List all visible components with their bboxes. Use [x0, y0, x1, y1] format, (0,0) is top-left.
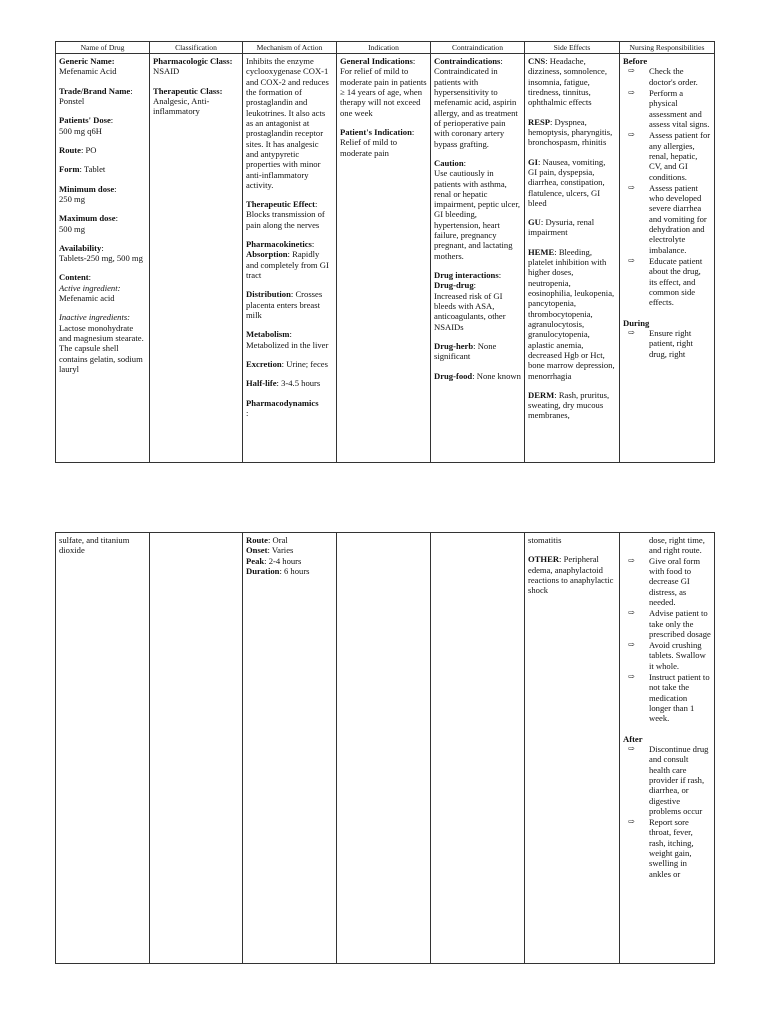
list-item: ⇨ Check the doctor's order.: [628, 66, 698, 87]
side-effects-cell: CNS: Headache, dizziness, somnolence, insomnia, fatigue, tiredness, tinnitus, ophthalmic effects RESP: Dyspnea, hemoptysis, pharyngitis, bronchospasm, rhinitis GI: Nausea, vomiting, GI pain, dyspepsia, diarrhea, constipation, flatulence, ulcers, GI bleed GU: Dysuria, renal impairment HEME: Bleeding, platelet inhibition with higher doses, neutropenia, eosinophilia, leukopenia, pancytopenia, thrombocytopenia, agranulocytosis, granulocytopenia, aplastic anemia, decreased Hgb or Hct, bone marrow depression, menorrhagia DERM: Rash, pruritus, sweating, dry mucous membranes,: [525, 54, 620, 463]
list-item: ⇨ Ensure right patient, right drug, right: [628, 327, 693, 359]
header-mechanism: Mechanism of Action: [243, 42, 337, 54]
drug-name-cell: Generic Name: Mefenamic Acid Trade/Brand Name: Ponstel Patients' Dose: 500 mg q6H Route: PO Form: Tablet Minimum dose: 250 mg Maximum dose: 500 mg Availability: Tablets-250 mg, 500 mg Content: Active ingredient: Mefenamic acid Inactive ingredients: Lactose monohydrate and magnesium stearate. The capsule shell contains gelatin, sodium lauryl: [56, 54, 150, 463]
list-item: ⇨ Advise patient to take only the prescribed dosage: [628, 608, 711, 639]
arrow-icon: ⇨: [628, 640, 635, 650]
nursing-cont-cell: dose, right time, and right route. ⇨ Give oral form with food to decrease GI distress, as needed. ⇨ Advise patient to take only the prescribed dosage ⇨ Avoid crushing tablets. Swallow it whole. ⇨ Instruct patient to not take the medication longer than 1 week. After ⇨ Discontinue drug and consult health care provider if rash, diarrhea, or digestive problems occur ⇨ Report sore throat, fever, rash, itching, weight gain, swelling in ankles or: [620, 533, 715, 964]
arrow-icon: ⇨: [628, 672, 635, 682]
continuation-row: [56, 533, 715, 964]
list-item: ⇨ Assess patient for any allergies, renal, hepatic, CV, and GI conditions.: [628, 130, 711, 182]
drug-row: [56, 54, 715, 463]
arrow-icon: ⇨: [628, 817, 635, 827]
header-contraindication: Contraindication: [431, 42, 525, 54]
before-list: [623, 66, 711, 307]
arrow-icon: ⇨: [628, 182, 635, 192]
contraindication-cont-cell: [431, 533, 525, 964]
arrow-icon: ⇨: [628, 555, 635, 565]
arrow-icon: ⇨: [628, 743, 635, 753]
list-item: ⇨ Assess patient who developed severe diarrhea and vomiting for dehydration and electrolyte imbalance.: [628, 182, 707, 255]
list-item: ⇨ Instruct patient to not take the medication longer than 1 week.: [628, 672, 710, 724]
nursing-cell: Before ⇨ Check the doctor's order. ⇨ Perform a physical assessment and assess vital signs. ⇨ Assess patient for any allergies, renal, hepatic, CV, and GI conditions. ⇨ Assess patient who developed severe diarrhea and vomiting for dehydration and electrolyte imbalance. ⇨ Educate patient about the drug, its effect, and common side effects. During ⇨ Ensure right patient, right drug, right: [620, 54, 715, 463]
arrow-icon: ⇨: [628, 130, 635, 140]
list-item: ⇨ Give oral form with food to decrease GI distress, as needed.: [628, 555, 701, 607]
list-item: ⇨ Perform a physical assessment and assess vital signs.: [628, 88, 710, 129]
header-indication: Indication: [337, 42, 431, 54]
list-item: ⇨ Discontinue drug and consult health care provider if rash, diarrhea, or digestive problems occur: [628, 743, 709, 816]
mechanism-cont-cell: Route: Oral Onset: Varies Peak: 2-4 hours Duration: 6 hours: [243, 533, 337, 964]
classification-cont-cell: [150, 533, 243, 964]
after-list: [623, 744, 711, 879]
arrow-icon: ⇨: [628, 66, 635, 76]
drug-study-table-part-1: [55, 41, 715, 463]
indication-cell: General Indications: For relief of mild to moderate pain in patients ≥ 14 years of age, when therapy will not exceed one week Patient's Indication: Relief of mild to moderate pain: [337, 54, 431, 463]
arrow-icon: ⇨: [628, 88, 635, 98]
header-side-effects: Side Effects: [525, 42, 620, 54]
list-item: ⇨ Avoid crushing tablets. Swallow it whole.: [628, 640, 706, 671]
arrow-icon: ⇨: [628, 327, 635, 337]
drug-study-table-part-2: [55, 532, 715, 964]
arrow-icon: ⇨: [628, 608, 635, 618]
mechanism-cell: Inhibits the enzyme cyclooxygenase COX-1 and COX-2 and reduces the formation of prostaglandin and leukotrines. It also acts as an antagonist at prostaglandin receptor sites. It has analgesic and antypyretic properties with minor anti-inflammatory activity. Therapeutic Effect: Blocks transmission of pain along the nerves Pharmacokinetics: Absorption: Rapidly and completely from GI tract Distribution: Crosses placenta enters breast milk Metabolism: Metabolized in the liver Excretion: Urine; feces Half-life: 3-4.5 hours Pharmacodynamics :: [243, 54, 337, 463]
header-drug-name: Name of Drug: [56, 42, 150, 54]
list-item: ⇨ Educate patient about the drug, its effect, and common side effects.: [628, 256, 703, 308]
header-row: [56, 42, 715, 54]
side-effects-cont-cell: stomatitis OTHER: Peripheral edema, anaphylactoid reactions to anaphylactic shock: [525, 533, 620, 964]
classification-cell: Pharmacologic Class: NSAID Therapeutic Class: Analgesic, Anti-inflammatory: [150, 54, 243, 463]
header-nursing: Nursing Responsibilities: [620, 42, 715, 54]
list-item: ⇨ Report sore throat, fever, rash, itching, weight gain, swelling in ankles or: [628, 817, 694, 879]
header-classification: Classification: [150, 42, 243, 54]
during-list: [623, 556, 711, 724]
during-list-start: [623, 328, 711, 359]
drug-name-cont-cell: sulfate, and titanium dioxide: [56, 533, 150, 964]
indication-cont-cell: [337, 533, 431, 964]
arrow-icon: ⇨: [628, 256, 635, 266]
contraindication-cell: Contraindications: Contraindicated in patients with hypersensitivity to mefenamic acid, aspirin allergy, and as treatment of perioperative pain with coronary artery bypass grafting. Caution: Use cautiously in patients with asthma, renal or hepatic impairment, peptic ulcer, GI bleeding, hypertension, heart failure, pregnancy pregnant, and lactating mothers. Drug interactions: Drug-drug: Increased risk of GI bleeds with ASA, anticoagulants, other NSAIDs Drug-herb: None significant Drug-food: None known: [431, 54, 525, 463]
